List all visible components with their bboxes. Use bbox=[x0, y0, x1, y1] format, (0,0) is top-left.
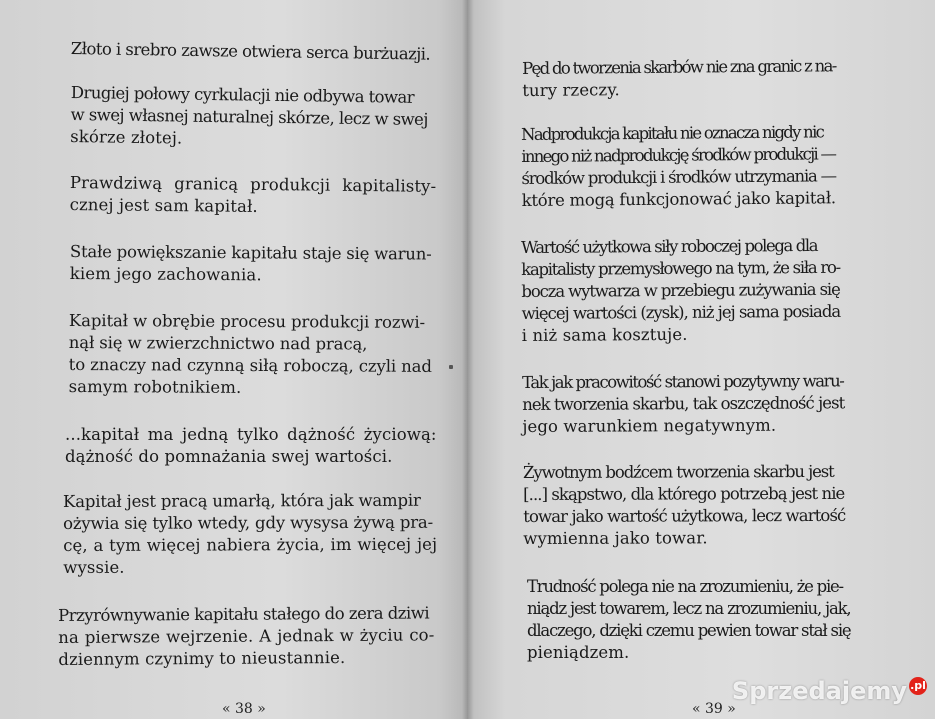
text-line: Kapitał w obrębie procesu produkcji rozwi- bbox=[68, 311, 426, 332]
text-line: Tak jak pracowitość stanowi pozytywny waru- bbox=[522, 371, 844, 392]
text-line: cę, a tym więcej nabiera życia, im więcej jej bbox=[63, 534, 438, 555]
text-line: Trudność polega nie na zrozumieniu, że pie- bbox=[527, 577, 843, 596]
text-line: Pęd do tworzenia skarbów nie zna granic z na- bbox=[522, 56, 836, 78]
text-line: na pierwsze wejrzenie. A jednak w życiu co- bbox=[58, 625, 435, 647]
right-paragraph-2 bbox=[521, 121, 836, 212]
page-number-left: « 38 » bbox=[222, 701, 266, 717]
text-line: innego niż nadprodukcję środków produkcji — bbox=[521, 144, 836, 166]
right-paragraph-3 bbox=[521, 235, 840, 347]
text-line: kapitalisty przemysłowego na tym, że siła ro- bbox=[521, 257, 840, 279]
text-line: towar jako wartość użytkowa, lecz wartość bbox=[523, 505, 846, 526]
left-paragraph-8 bbox=[58, 602, 435, 671]
right-paragraph-1 bbox=[522, 55, 836, 102]
right-page bbox=[468, 0, 935, 719]
margin-speck bbox=[449, 365, 453, 369]
text-line: Przyrównywanie kapitału stałego do zera dziwi bbox=[58, 603, 430, 625]
left-paragraph-7 bbox=[63, 490, 437, 579]
left-paragraph-6 bbox=[65, 424, 437, 468]
text-line: środków produkcji i środków utrzymania — bbox=[521, 166, 836, 188]
left-paragraph-5 bbox=[69, 310, 433, 400]
text-line: skórze złotej. bbox=[70, 126, 183, 148]
right-paragraph-5 bbox=[523, 461, 845, 550]
left-paragraph-1 bbox=[71, 38, 431, 66]
book-gutter bbox=[462, 0, 474, 719]
text-line: ożywia się tylko wtedy, gdy wysysa żywą pra- bbox=[63, 512, 434, 533]
text-line: nek tworzenia skarbu, tak oszczędność jest bbox=[522, 393, 845, 414]
text-line: kiem jego zachowania. bbox=[69, 263, 262, 285]
text-line: Złoto i srebro zawsze otwiera serca burżuazji. bbox=[70, 38, 431, 64]
left-paragraph-4 bbox=[70, 241, 432, 288]
text-line: nął się w zwierzchnictwo nad pracą, bbox=[68, 332, 368, 354]
text-line: pieniądzem. bbox=[527, 643, 630, 662]
left-paragraph-3 bbox=[70, 172, 437, 220]
watermark-badge: .pl bbox=[909, 677, 927, 695]
text-line: ...kapitał ma jedną tylko dążność życiową: bbox=[65, 425, 437, 444]
text-line: dziennym czynimy to nieustannie. bbox=[58, 647, 346, 669]
text-line: niądz jest towarem, lecz na zrozumieniu, jak, bbox=[527, 599, 851, 618]
right-paragraph-6 bbox=[527, 576, 850, 664]
text-line: i niż sama kosztuje. bbox=[521, 324, 688, 345]
text-line: Wartość użytkowa siły roboczej polega dla bbox=[521, 235, 818, 257]
text-line: to znaczy nad czynną siłą roboczą, czyli nad bbox=[68, 354, 432, 376]
text-line: wyssie. bbox=[63, 557, 125, 577]
page-number-right: « 39 » bbox=[692, 701, 736, 717]
text-line: wymienna jako towar. bbox=[523, 528, 708, 548]
text-line: Kapitał jest pracą umarłą, która jak wampir bbox=[63, 490, 421, 511]
text-line: więcej wartości (zysk), niż jej sama posiada bbox=[521, 301, 841, 323]
text-line: Stałe powiększanie kapitału staje się warun- bbox=[69, 241, 432, 264]
text-line: Nadprodukcja kapitału nie oznacza nigdy nic bbox=[521, 122, 824, 144]
text-line: jego warunkiem negatywnym. bbox=[522, 415, 777, 436]
text-line: [...] skąpstwo, dla którego potrzebą jest nie bbox=[523, 483, 845, 504]
watermark bbox=[732, 677, 927, 705]
text-line: w swej własnej naturalnej skórze, lecz w swej bbox=[70, 104, 429, 129]
left-paragraph-2 bbox=[70, 82, 428, 153]
text-line: Prawdziwą granicą produkcji kapitalisty- bbox=[69, 172, 437, 196]
text-line: tury rzeczy. bbox=[522, 80, 620, 100]
text-line: Drugiej połowy cyrkulacji nie odbywa towar bbox=[70, 82, 415, 107]
text-line: dążność do pomnażania swej wartości. bbox=[65, 447, 393, 466]
text-line: cznej jest sam kapitał. bbox=[69, 194, 258, 216]
text-line: które mogą funkcjonować jako kapitał. bbox=[521, 188, 836, 210]
text-line: Żywotnym bodźcem tworzenia skarbu jest bbox=[523, 461, 834, 482]
text-line: dlaczego, dzięki czemu pewien towar stał się bbox=[527, 621, 851, 640]
text-line: bocza wytwarza w przebiegu zużywania się bbox=[521, 279, 840, 301]
text-line: samym robotnikiem. bbox=[68, 376, 242, 397]
right-paragraph-4 bbox=[522, 370, 844, 438]
watermark-text: Sprzedajemy bbox=[731, 677, 907, 705]
